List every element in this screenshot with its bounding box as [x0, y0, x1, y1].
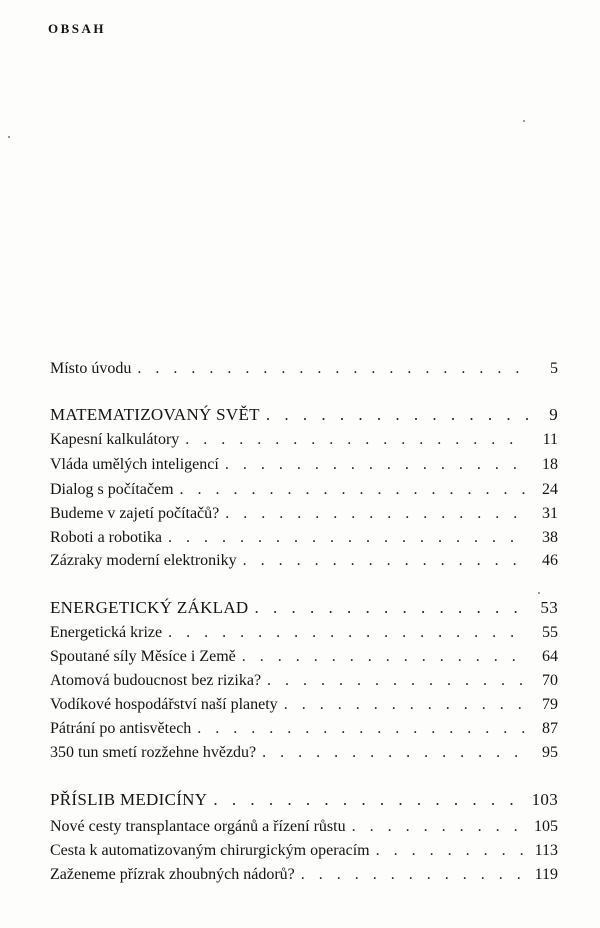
toc-entry — [50, 622, 558, 644]
toc-section-page: 53 — [540, 598, 558, 617]
toc-entry-page: 11 — [542, 431, 558, 448]
toc-entry-title: Roboti a robotika — [50, 529, 162, 546]
toc-entry-title: Dialog s počítačem — [50, 481, 174, 498]
toc-section-page: 103 — [531, 790, 558, 809]
dot-leader — [262, 742, 528, 764]
page-header-title: OBSAH — [48, 21, 107, 36]
toc-entry-title: Nové cesty transplantace orgánů a řízení růstu — [50, 818, 346, 835]
dot-leader — [168, 622, 528, 644]
toc-entry-title: Spoutané síly Měsíce i Země — [50, 648, 236, 665]
dot-leader — [376, 840, 528, 862]
dot-leader — [197, 718, 528, 740]
toc-section-heading — [50, 789, 558, 811]
dot-leader — [225, 503, 528, 525]
dot-leader — [213, 789, 527, 811]
toc-section-heading — [50, 597, 558, 619]
dot-leader — [266, 404, 528, 426]
dot-leader — [185, 429, 528, 451]
toc-entry — [50, 429, 558, 451]
toc-entry-page: 119 — [534, 866, 558, 883]
toc-entry-page: 18 — [542, 456, 558, 473]
dot-leader — [137, 358, 528, 380]
toc-entry-title: Vodíkové hospodářství naší planety — [50, 696, 278, 713]
dot-leader — [267, 670, 528, 692]
dot-leader — [352, 816, 528, 838]
toc-entry-page: 24 — [542, 481, 558, 498]
toc-entry-title: Kapesní kalkulátory — [50, 431, 180, 448]
toc-entry-title: Místo úvodu — [50, 360, 132, 377]
toc-entry — [50, 816, 558, 838]
toc-entry-title: Cesta k automatizovaným chirurgickým operacím — [50, 842, 370, 859]
toc-entry-page: 31 — [542, 505, 558, 522]
toc-entry-page: 95 — [542, 744, 558, 761]
dot-leader — [180, 479, 528, 501]
dot-leader — [301, 864, 528, 886]
toc-entry-title: Energetická krize — [50, 624, 163, 641]
dot-leader — [225, 454, 528, 476]
toc-entry-page: 105 — [534, 818, 558, 835]
toc-entry — [50, 479, 558, 501]
toc-entry — [50, 646, 558, 668]
toc-entry-title: Zázraky moderní elektroniky — [50, 552, 237, 569]
toc-entry — [50, 718, 558, 740]
toc-entry-title: Pátrání po antisvětech — [50, 720, 192, 737]
toc-entry — [50, 527, 558, 549]
paper-speck — [523, 120, 525, 122]
toc-entry — [50, 358, 558, 380]
toc-entry-page: 38 — [542, 529, 558, 546]
toc-entry — [50, 454, 558, 476]
toc-entry — [50, 864, 558, 886]
toc-entry-title: Budeme v zajetí počítačů? — [50, 505, 220, 522]
toc-entry — [50, 840, 558, 862]
toc-entry-page: 87 — [542, 720, 558, 737]
toc-entry — [50, 503, 558, 525]
toc-section-page: 9 — [549, 405, 558, 424]
toc-entry-page: 64 — [542, 648, 558, 665]
toc-entry-page: 5 — [550, 360, 558, 377]
toc-entry-page: 70 — [542, 672, 558, 689]
dot-leader — [284, 694, 528, 716]
toc-entry-page: 113 — [534, 842, 558, 859]
toc-entry-title: 350 tun smetí rozžehne hvězdu? — [50, 744, 257, 761]
toc-entry-title: Zaženeme přízrak zhoubných nádorů? — [50, 866, 295, 883]
toc-entry — [50, 742, 558, 764]
toc-entry — [50, 550, 558, 572]
toc-section-title: MATEMATIZOVANÝ SVĚT — [50, 405, 260, 424]
paper-speck — [538, 592, 540, 594]
toc-section-title: ENERGETICKÝ ZÁKLAD — [50, 598, 249, 617]
toc-entry-title: Atomová budoucnost bez rizika? — [50, 672, 262, 689]
toc-entry-title: Vláda umělých inteligencí — [50, 456, 219, 473]
toc-entry — [50, 694, 558, 716]
dot-leader — [243, 550, 528, 572]
paper-speck — [8, 136, 10, 138]
toc-section-title: PŘÍSLIB MEDICÍNY — [50, 790, 208, 809]
toc-section-heading — [50, 404, 558, 426]
dot-leader — [168, 527, 528, 549]
toc-entry-page: 79 — [542, 696, 558, 713]
toc-entry — [50, 670, 558, 692]
dot-leader — [242, 646, 528, 668]
dot-leader — [255, 597, 528, 619]
toc-entry-page: 55 — [542, 624, 558, 641]
toc-entry-page: 46 — [542, 552, 558, 569]
